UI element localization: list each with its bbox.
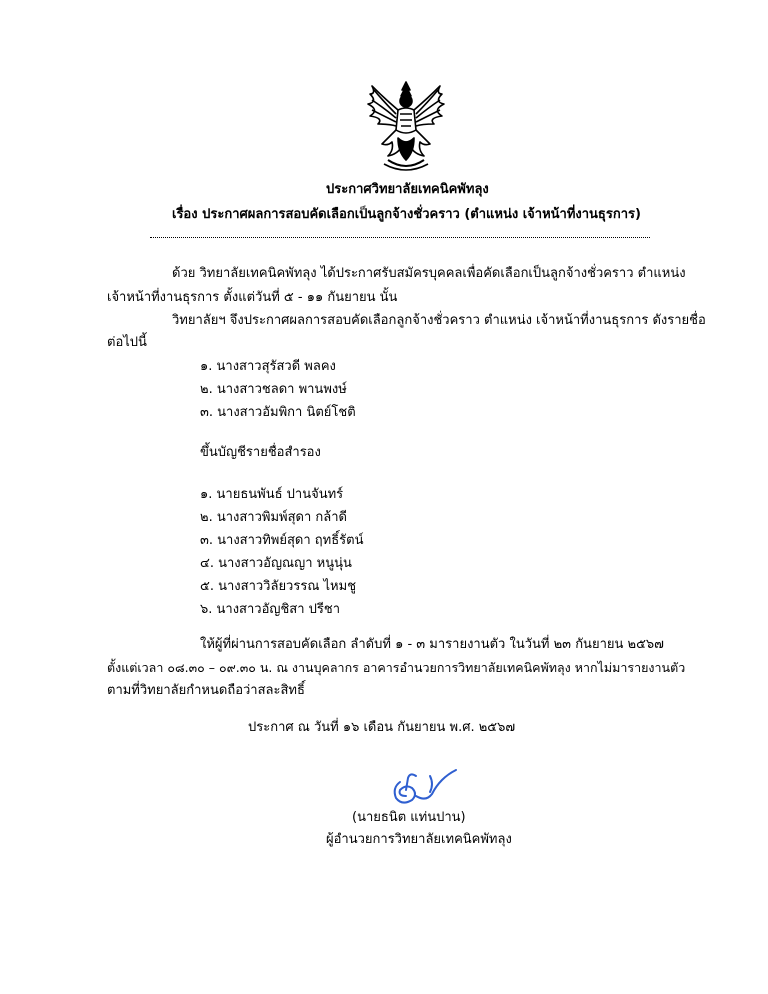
list-item: ๓. นางสาวอัมพิกา นิตย์โชติ xyxy=(200,405,356,420)
paragraph-3-line-3: ตามที่วิทยาลัยกำหนดถือว่าสละสิทธิ์ xyxy=(107,683,305,698)
paragraph-3-line-1: ให้ผู้ที่ผ่านการสอบคัดเลือก ลำดับที่ ๑ - ๓ มารายงานตัว ในวันที่ ๒๓ กันยายน ๒๕๖๗ xyxy=(200,637,664,652)
paragraph-3-line-2: ตั้งแต่เวลา ๐๘.๓๐ – ๐๙.๓๐ น. ณ งานบุคลากร อาคารอำนวยการวิทยาลัยเทคนิคพัทลุง หากไม่มารายงานตัว xyxy=(107,660,686,675)
list-item: ๒. นางสาวชลดา พานพงษ์ xyxy=(200,382,347,397)
announcement-date: ประกาศ ณ วันที่ ๑๖ เดือน กันยายน พ.ศ. ๒๕๖๗ xyxy=(248,720,516,735)
list-item: ๒. นางสาวพิมพ์สุดา กล้าดี xyxy=(200,510,347,525)
list-item: ๔. นางสาวอัญณญา หนูนุ่น xyxy=(200,556,352,571)
signer-position: ผู้อำนวยการวิทยาลัยเทคนิคพัทลุง xyxy=(326,832,512,847)
list-item: ๖. นางสาวอัญชิสา ปรีชา xyxy=(200,602,341,617)
paragraph-2-line-2: ต่อไปนี้ xyxy=(107,335,147,350)
list-item: ๕. นางสาววิลัยวรรณ ไหมชู xyxy=(200,579,357,594)
signer-name: (นายธนิต แท่นปาน) xyxy=(352,810,466,825)
list-item: ๑. นายธนพันธ์ ปานจันทร์ xyxy=(200,487,344,502)
list-item: ๑. นางสาวสุรัสวดี พลคง xyxy=(200,359,336,374)
paragraph-2-line-1: วิทยาลัยฯ จึงประกาศผลการสอบคัดเลือกลูกจ้างชั่วคราว ตำแหน่ง เจ้าหน้าที่งานธุรการ ดังรายชื่อ xyxy=(172,313,706,328)
paragraph-1-line-2: เจ้าหน้าที่งานธุรการ ตั้งแต่วันที่ ๕ - ๑๑ กันยายน นั้น xyxy=(107,290,398,305)
list-item: ๓. นางสาวทิพย์สุดา ฤทธิ์รัตน์ xyxy=(200,533,364,548)
garuda-emblem-icon xyxy=(358,80,454,174)
document-title: ประกาศวิทยาลัยเทคนิคพัทลุง xyxy=(326,182,489,197)
separator-line xyxy=(150,237,650,238)
reserve-list-heading: ขึ้นบัญชีรายชื่อสำรอง xyxy=(200,445,321,460)
document-subject: เรื่อง ประกาศผลการสอบคัดเลือกเป็นลูกจ้างชั่วคราว (ตำแหน่ง เจ้าหน้าที่งานธุรการ) xyxy=(172,207,641,222)
paragraph-1-line-1: ด้วย วิทยาลัยเทคนิคพัทลุง ได้ประกาศรับสมัครบุคคลเพื่อคัดเลือกเป็นลูกจ้างชั่วคราว ตำแหน่ง xyxy=(172,266,686,281)
signature-mark xyxy=(386,766,466,810)
